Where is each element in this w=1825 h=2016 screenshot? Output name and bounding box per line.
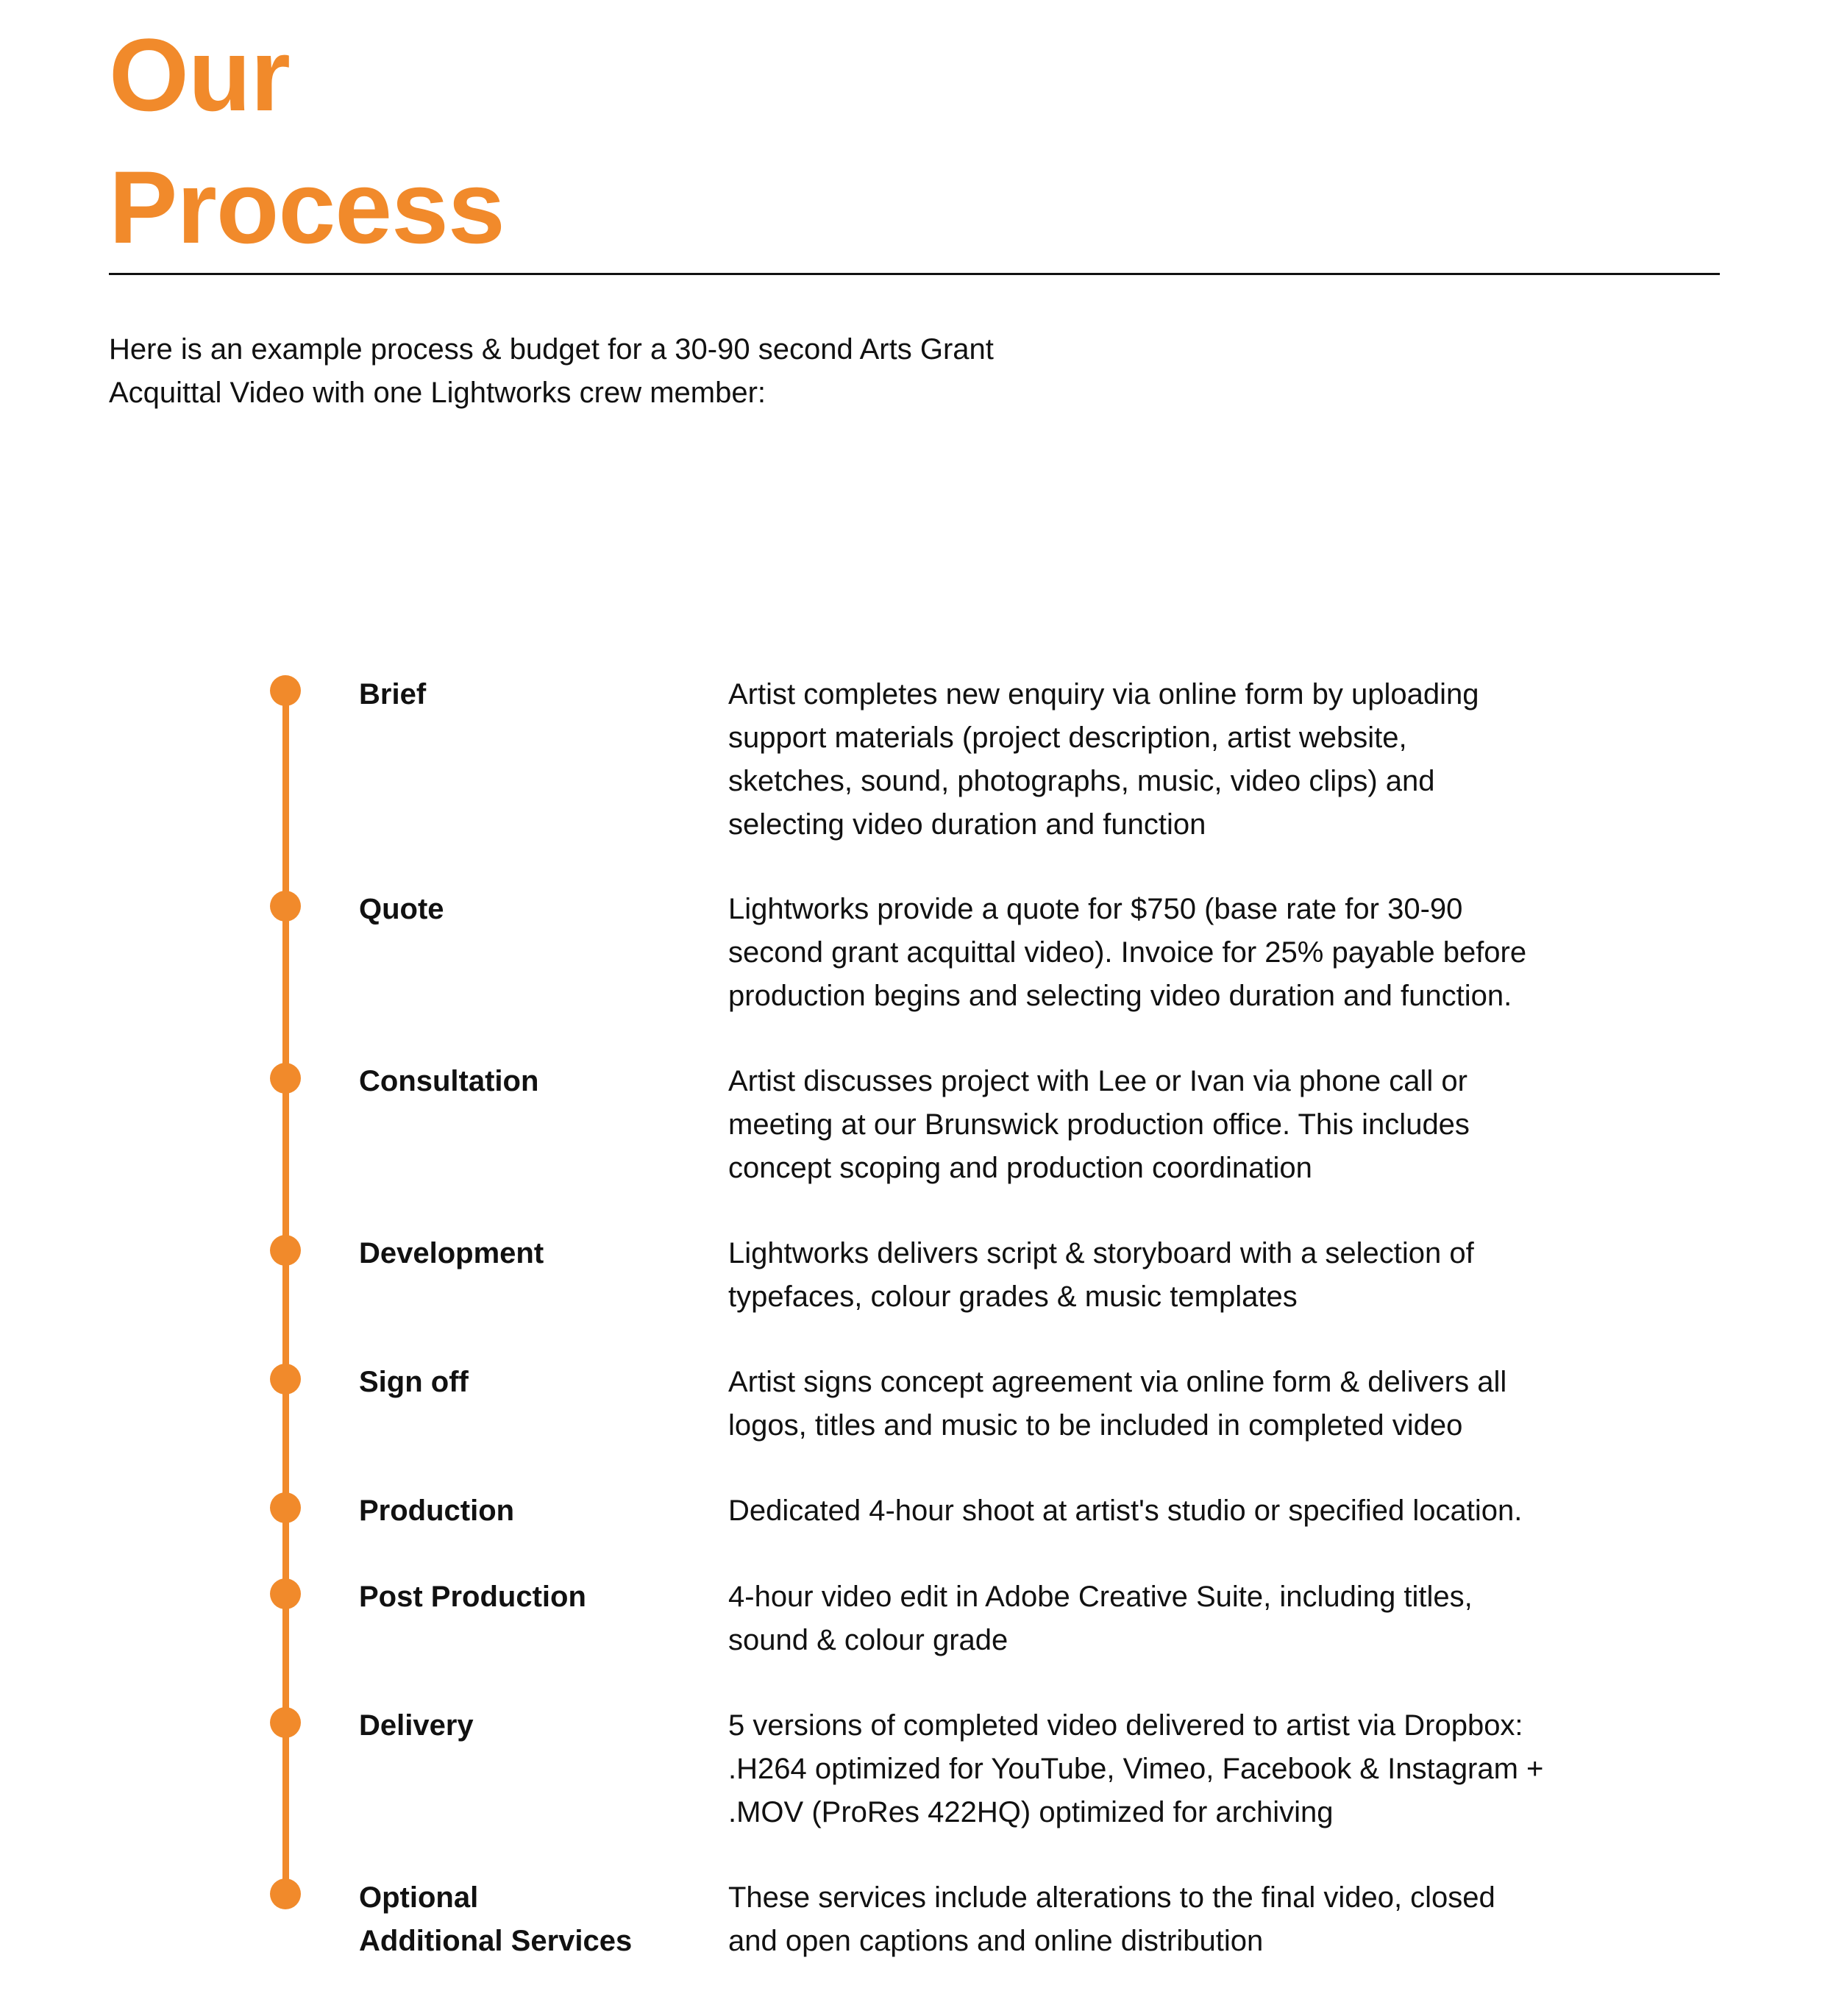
step-description-line: Artist discusses project with Lee or Ivan via phone call or xyxy=(728,1065,1468,1097)
step-description-line: Artist completes new enquiry via online form by uploading xyxy=(728,678,1479,710)
timeline-dot-quote xyxy=(270,891,301,922)
step-description-line: logos, titles and music to be included in completed video xyxy=(728,1409,1463,1442)
step-description-line: These services include alterations to the final video, closed xyxy=(728,1881,1495,1914)
step-description-delivery xyxy=(728,1704,1648,1834)
step-description-line: sketches, sound, photographs, music, video clips) and xyxy=(728,765,1435,797)
timeline-dot-production xyxy=(270,1492,301,1523)
step-description-line: 4-hour video edit in Adobe Creative Suite, including titles, xyxy=(728,1581,1473,1613)
step-label-line: Brief xyxy=(359,678,427,710)
step-label-line: Development xyxy=(359,1237,544,1269)
step-description-line: concept scoping and production coordination xyxy=(728,1152,1312,1184)
step-label-consultation xyxy=(359,1060,697,1103)
step-label-brief xyxy=(359,673,697,716)
step-description-line: Dedicated 4-hour shoot at artist's studio or specified location. xyxy=(728,1495,1523,1527)
timeline-dot-sign-off xyxy=(270,1364,301,1395)
step-label-line: Sign off xyxy=(359,1366,469,1398)
page-title-line-1: Our xyxy=(109,17,290,132)
step-description-sign-off xyxy=(728,1361,1648,1447)
step-label-production xyxy=(359,1489,697,1533)
step-description-line: .H264 optimized for YouTube, Vimeo, Facebook & Instagram + xyxy=(728,1753,1544,1785)
timeline-dot-optional-services xyxy=(270,1878,301,1909)
timeline-dot-post-production xyxy=(270,1578,301,1609)
step-label-line: Delivery xyxy=(359,1709,474,1742)
step-description-line: and open captions and online distribution xyxy=(728,1925,1264,1957)
step-description-line: meeting at our Brunswick production office. This includes xyxy=(728,1108,1470,1141)
intro-line: Here is an example process & budget for a 30-90 second Arts Grant xyxy=(109,333,994,366)
step-description-line: second grant acquittal video). Invoice for 25% payable before xyxy=(728,936,1527,969)
step-label-line: Production xyxy=(359,1495,515,1527)
step-description-line: selecting video duration and function xyxy=(728,808,1206,841)
step-label-development xyxy=(359,1232,697,1275)
step-description-quote xyxy=(728,888,1648,1018)
timeline-dot-brief xyxy=(270,675,301,706)
step-description-line: support materials (project description, artist website, xyxy=(728,722,1407,754)
step-description-line: .MOV (ProRes 422HQ) optimized for archiving xyxy=(728,1796,1334,1828)
step-label-line: Optional xyxy=(359,1881,479,1914)
step-label-delivery xyxy=(359,1704,697,1748)
step-description-brief xyxy=(728,673,1648,847)
step-label-line: Consultation xyxy=(359,1065,539,1097)
step-description-post-production xyxy=(728,1575,1648,1662)
step-description-line: 5 versions of completed video delivered to artist via Dropbox: xyxy=(728,1709,1523,1742)
step-description-line: Artist signs concept agreement via online form & delivers all xyxy=(728,1366,1507,1398)
step-label-line: Post Production xyxy=(359,1581,586,1613)
step-description-production xyxy=(728,1489,1648,1533)
step-label-quote xyxy=(359,888,697,931)
step-label-line: Quote xyxy=(359,893,444,925)
step-description-optional-services xyxy=(728,1876,1648,1963)
step-description-development xyxy=(728,1232,1648,1319)
step-description-consultation xyxy=(728,1060,1648,1190)
step-description-line: Lightworks provide a quote for $750 (base rate for 30-90 xyxy=(728,893,1463,925)
step-label-sign-off xyxy=(359,1361,697,1404)
title-divider xyxy=(109,273,1720,275)
step-label-optional-services xyxy=(359,1876,697,1963)
step-description-line: Lightworks delivers script & storyboard with a selection of xyxy=(728,1237,1474,1269)
step-description-line: typefaces, colour grades & music templates xyxy=(728,1281,1298,1313)
intro-paragraph xyxy=(109,328,1212,415)
step-label-line: Additional Services xyxy=(359,1925,633,1957)
page-title-line-2: Process xyxy=(109,149,505,265)
step-label-post-production xyxy=(359,1575,697,1619)
step-description-line: sound & colour grade xyxy=(728,1624,1008,1656)
intro-line: Acquittal Video with one Lightworks crew member: xyxy=(109,377,766,409)
timeline-dot-delivery xyxy=(270,1707,301,1738)
timeline-dot-development xyxy=(270,1235,301,1266)
timeline-dot-consultation xyxy=(270,1063,301,1094)
step-description-line: production begins and selecting video duration and function. xyxy=(728,980,1512,1012)
